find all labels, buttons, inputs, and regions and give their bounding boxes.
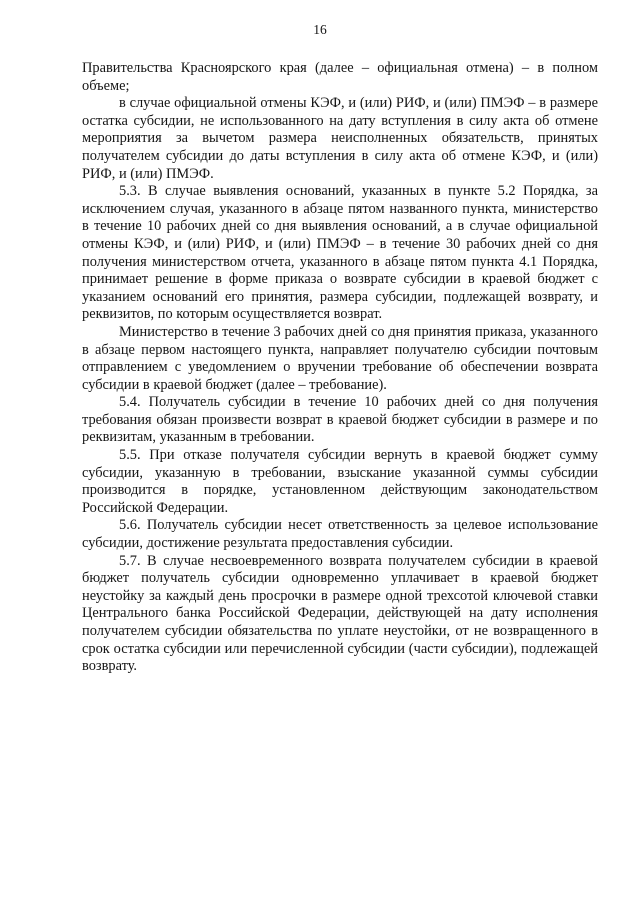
paragraph-1: Правительства Красноярского края (далее – официальная отмена) – в полном объеме; — [82, 60, 598, 94]
paragraph-8: 5.7. В случае несвоевременного возврата получателем субсидии в краевой бюджет получатель субсидии одновременно уплачивает в краевой бюджет неустойку за каждый день просрочки в размере одной трехсотой ключевой ставки Центрального банка Российской Федерации, действующей на дату исполнения получателем субсидии обязательства по уплате неустойки, от не возвращенного в срок остатка субсидии или перечисленной субсидии (части субсидии), подлежащей возврату. — [82, 552, 598, 675]
paragraph-4: Министерство в течение 3 рабочих дней со дня принятия приказа, указанного в абзаце первом настоящего пункта, направляет получателю субсидии почтовым отправлением с уведомлением о вручении требование об обеспечении возврата субсидии в краевой бюджет (далее – требование). — [82, 323, 598, 393]
paragraph-6: 5.5. При отказе получателя субсидии вернуть в краевой бюджет сумму субсидии, указанную в требовании, взыскание указанной суммы субсидии производится в порядке, установленном действующим законодательством Российской Федерации. — [82, 447, 598, 516]
page-number: 16 — [313, 22, 327, 37]
paragraph-7: 5.6. Получатель субсидии несет ответственность за целевое использование субсидии, достижение результата предоставления субсидии. — [82, 517, 598, 552]
paragraph-2: в случае официальной отмены КЭФ, и (или) РИФ, и (или) ПМЭФ – в размере остатка субсидии, не использованного на дату вступления в силу акта об отмене мероприятия за вычетом размера неисполненных обязательств, принятых получателем субсидии до даты вступления в силу акта об отмене КЭФ, и (или) РИФ, и (или) ПМЭФ. — [82, 95, 598, 182]
paragraph-3: 5.3. В случае выявления оснований, указанных в пункте 5.2 Порядка, за исключением случая, указанного в абзаце пятом названного пункта, министерство в течение 10 рабочих дней со дня выявления оснований, а в случае официальной отмены КЭФ, и (или) РИФ, и (или) ПМЭФ – в течение 30 рабочих дней со дня получения министерством отчета, указанного в абзаце пятом пункта 4.1 Порядка, принимает решение в форме приказа о возврате субсидии в краевой бюджет с указанием оснований его принятия, размера субсидии, подлежащей возврату, и реквизитов, по которым осуществляется возврат. — [82, 183, 598, 323]
document-body — [82, 60, 598, 676]
paragraph-5: 5.4. Получатель субсидии в течение 10 рабочих дней со дня получения требования обязан произвести возврат в краевой бюджет субсидии в размере и по реквизитам, указанным в требовании. — [82, 394, 598, 446]
